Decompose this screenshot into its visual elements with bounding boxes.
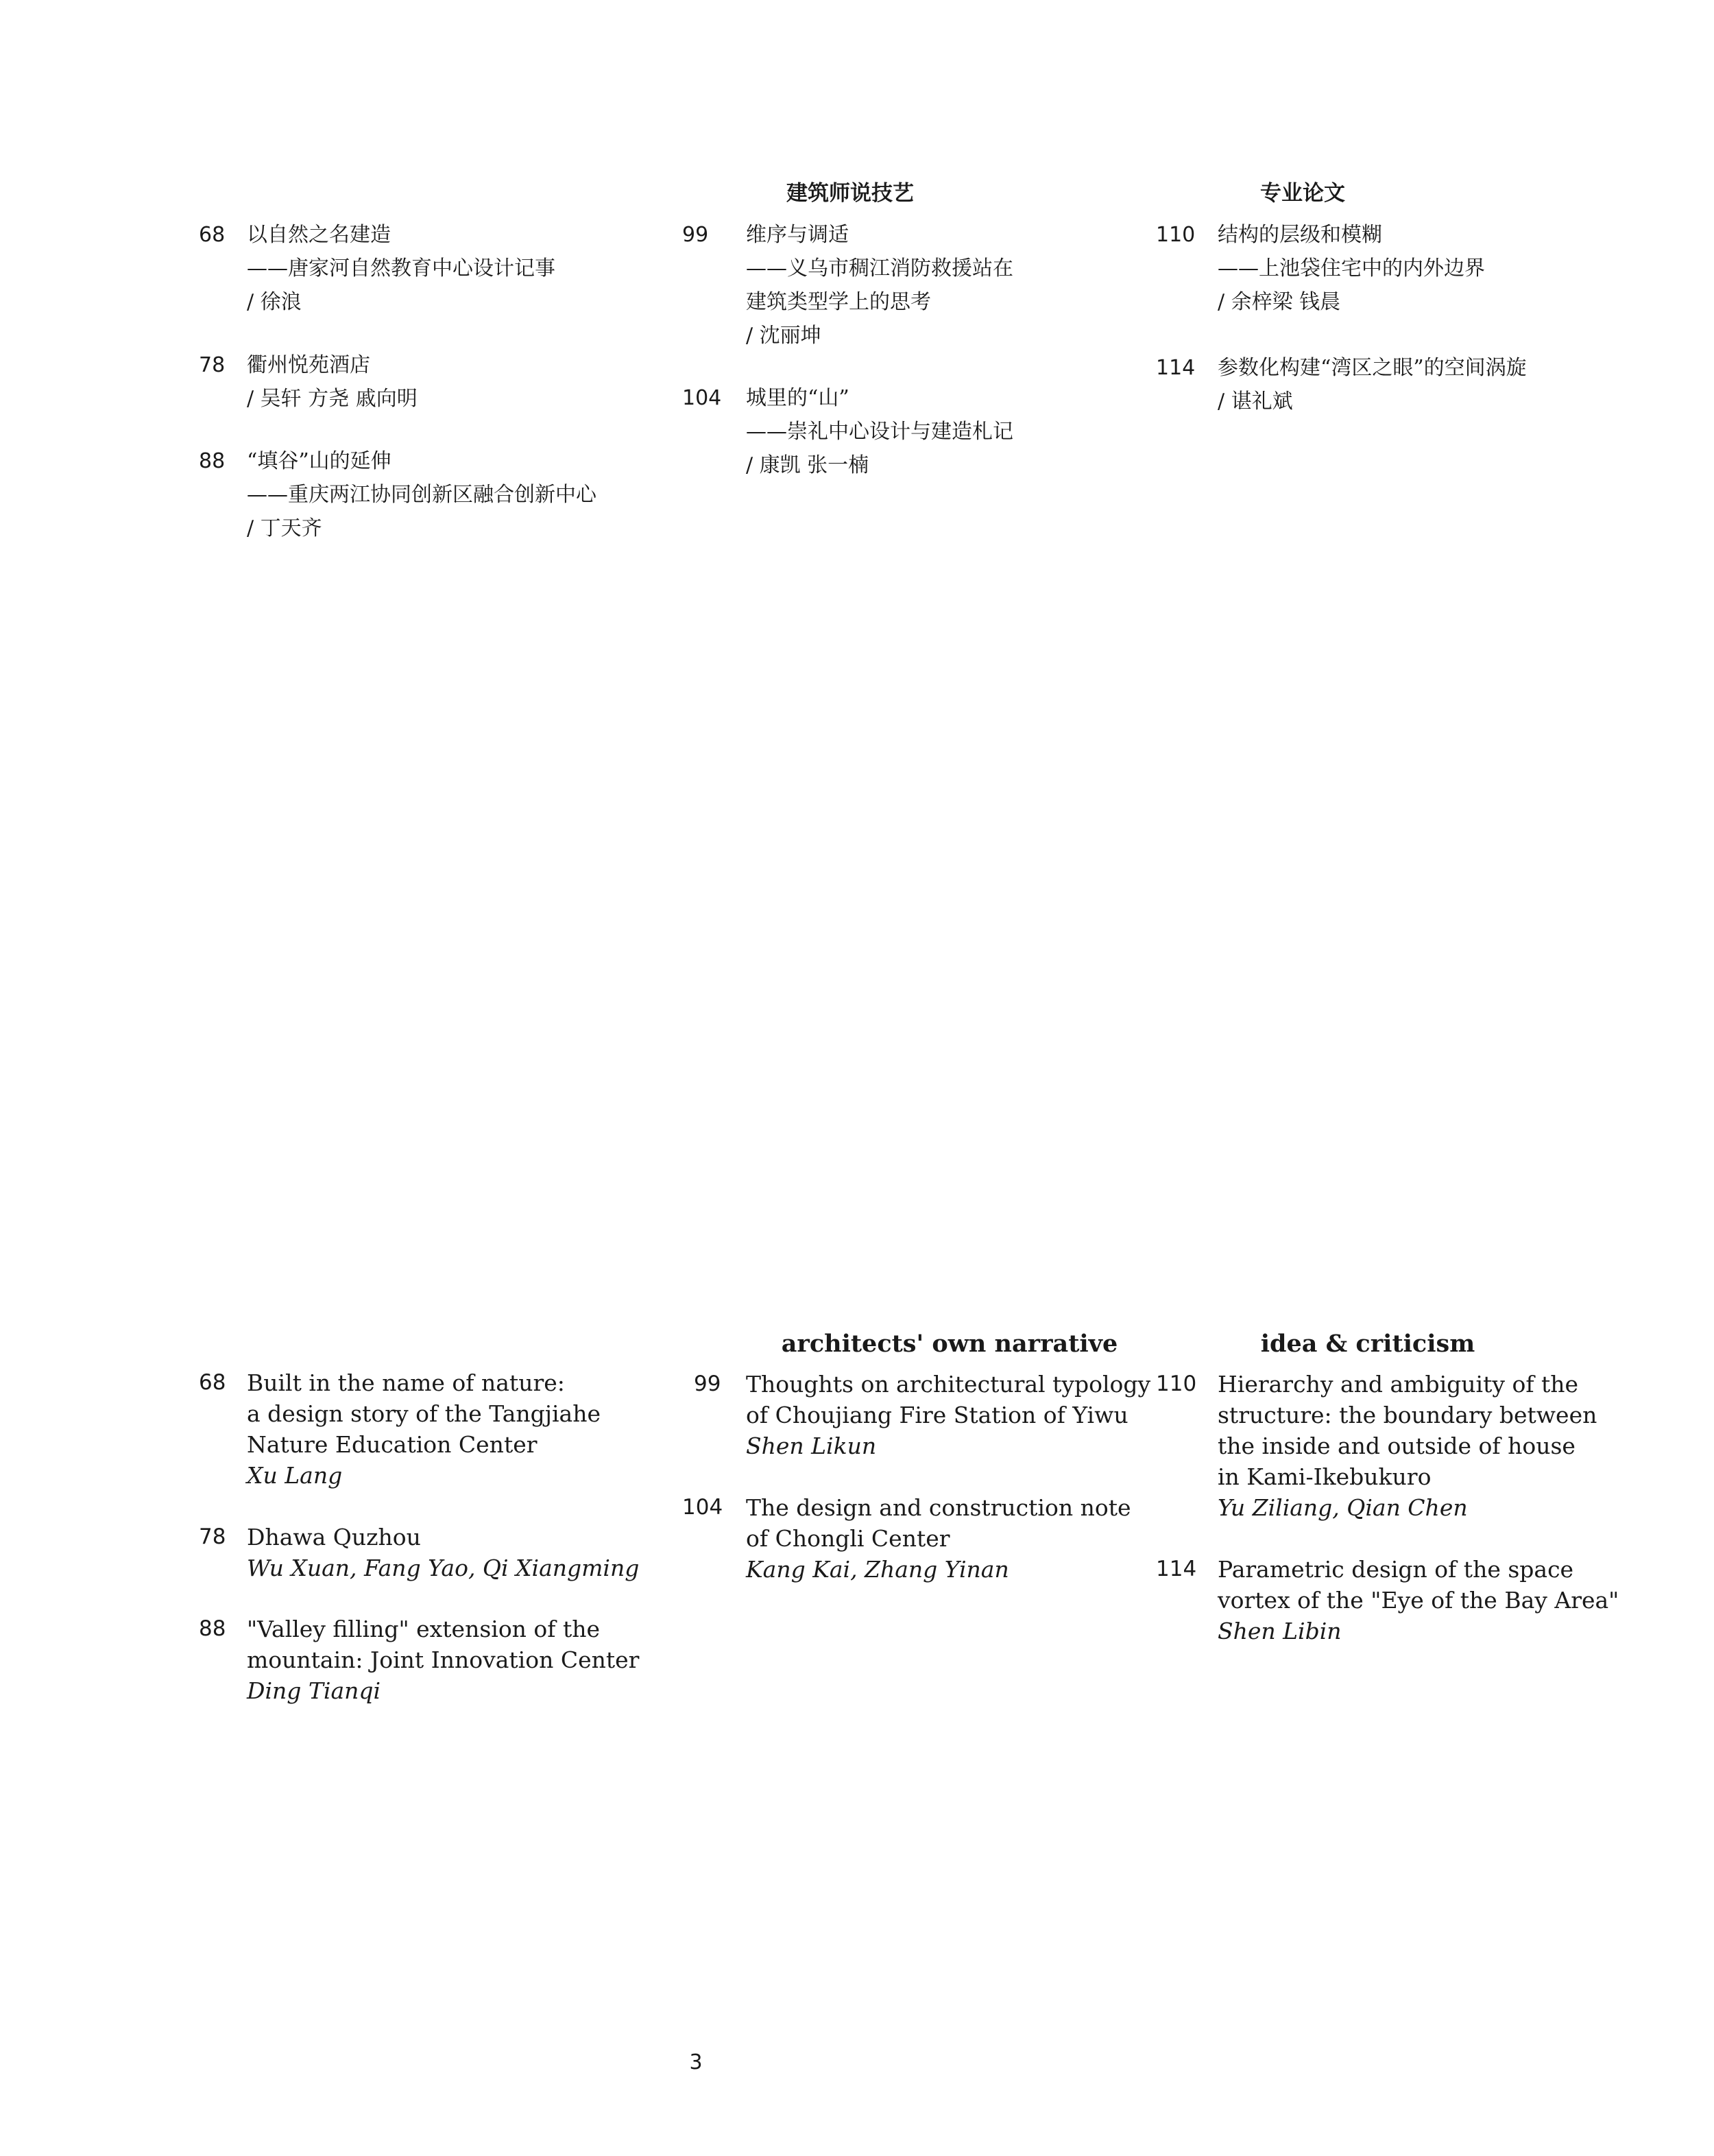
entry-title: Dhawa Quzhou [247,1524,421,1550]
entry-author: / 沈丽坤 [746,324,821,348]
page-ref: 78 [199,353,226,377]
entry-author: / 吴轩 方尧 戚向明 [247,387,418,411]
entry-title: "Valley filling" extension of the [247,1616,601,1642]
entry-subtitle: 建筑类型学上的思考 [746,290,931,314]
en-heading-architects-own-narrative: architects' own narrative [781,1330,1118,1358]
zh-heading-architects-craft: 建筑师说技艺 [786,181,914,206]
entry-title: in Kami-Ikebukuro [1218,1463,1432,1490]
entry-title: 以自然之名建造 [247,223,391,247]
entry-title: a design story of the Tangjiahe [247,1400,601,1427]
page-ref: 88 [199,1616,226,1641]
entry-author: Kang Kai, Zhang Yinan [746,1556,1009,1583]
entry-title: of Chongli Center [746,1525,950,1552]
entry-title: 参数化构建“湾区之眼”的空间涡旋 [1218,356,1527,380]
page-ref: 114 [1156,1557,1197,1581]
entry-author: Wu Xuan, Fang Yao, Qi Xiangming [247,1555,640,1581]
entry-author: Shen Libin [1218,1618,1342,1644]
page-ref: 114 [1156,356,1196,380]
entry-title: vortex of the "Eye of the Bay Area" [1218,1587,1619,1614]
page-ref: 110 [1156,223,1196,247]
entry-title: Nature Education Center [247,1431,538,1458]
entry-author: / 谌礼斌 [1218,390,1293,414]
entry-title: 结构的层级和模糊 [1218,223,1382,247]
page-ref: 99 [694,1372,721,1396]
page-ref: 99 [682,223,709,247]
entry-author: / 余梓梁 钱晨 [1218,290,1341,314]
page-ref: 68 [199,223,226,247]
entry-title: 衢州悦苑酒店 [247,353,370,377]
page-ref: 104 [682,386,722,410]
page-ref: 78 [199,1524,226,1549]
page-ref: 88 [199,449,226,473]
entry-author: / 康凯 张一楠 [746,453,869,477]
entry-author: / 徐浪 [247,290,302,314]
entry-title: Hierarchy and ambiguity of the [1218,1371,1579,1398]
entry-title: Parametric design of the space [1218,1556,1574,1583]
page-ref: 68 [199,1370,226,1395]
entry-subtitle: ——义乌市稠江消防救援站在 [746,256,1013,280]
entry-author: Yu Ziliang, Qian Chen [1218,1494,1468,1521]
entry-title: The design and construction note [746,1494,1131,1521]
entry-subtitle: ——唐家河自然教育中心设计记事 [247,256,555,280]
page-ref: 104 [682,1495,723,1520]
en-heading-idea-criticism: idea & criticism [1260,1330,1475,1358]
zh-heading-academic-papers: 专业论文 [1260,181,1345,206]
entry-subtitle: ——重庆两江协同创新区融合创新中心 [247,483,596,507]
entry-title: structure: the boundary between [1218,1402,1597,1428]
entry-title: 城里的“山” [746,386,849,410]
page-ref: 110 [1156,1372,1197,1396]
entry-author: Xu Lang [247,1462,343,1489]
entry-title: Built in the name of nature: [247,1369,565,1396]
entry-author: / 丁天齐 [247,516,322,540]
page-number: 3 [689,2050,703,2074]
entry-subtitle: ——上池袋住宅中的内外边界 [1218,256,1485,280]
entry-title: 维序与调适 [746,223,849,247]
entry-title: Thoughts on architectural typology [746,1371,1151,1398]
entry-title: the inside and outside of house [1218,1433,1576,1459]
entry-subtitle: ——崇礼中心设计与建造札记 [746,420,1013,444]
entry-title: of Choujiang Fire Station of Yiwu [746,1402,1128,1428]
entry-title: mountain: Joint Innovation Center [247,1646,640,1673]
entry-author: Shen Likun [746,1433,877,1459]
entry-title: “填谷”山的延伸 [247,449,391,473]
entry-author: Ding Tianqi [247,1677,381,1704]
